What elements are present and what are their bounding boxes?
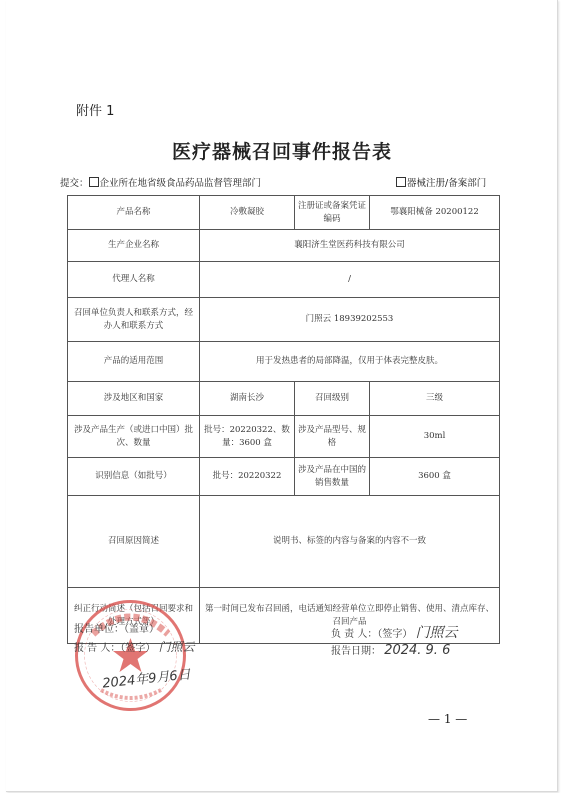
action-value: 第一时间已发布召回函，电话通知经营单位立即停止销售、使用、清点库存、召回产品 [200, 588, 500, 644]
table-row [68, 262, 500, 298]
reporter-line [74, 638, 195, 655]
agent-label: 代理人名称 [68, 262, 200, 298]
sales-value: 3600 盒 [370, 458, 500, 496]
company-seal [73, 598, 188, 713]
reporter-signature: 门照云 [158, 640, 195, 654]
table-row [68, 298, 500, 342]
manufacturer-value: 襄阳济生堂医药科技有限公司 [200, 230, 500, 262]
batch-label: 涉及产品生产（或进口中国）批次、数量 [68, 416, 200, 458]
reporter-label: 报 告 人：（签字） [74, 643, 156, 654]
reason-value: 说明书、标签的内容与备案的内容不一致 [200, 496, 500, 588]
checkbox-provincial[interactable] [89, 177, 99, 187]
model-label: 涉及产品型号、规格 [295, 416, 370, 458]
region-value: 湖南长沙 [200, 382, 295, 416]
product-name-label: 产品名称 [68, 196, 200, 230]
submit-option-registration: 器械注册/备案部门 [407, 178, 487, 189]
agent-value: / [200, 262, 500, 298]
table-row [68, 230, 500, 262]
manufacturer-label: 生产企业名称 [68, 230, 200, 262]
table-row [68, 416, 500, 458]
scope-label: 产品的适用范围 [68, 342, 200, 382]
region-label: 涉及地区和国家 [68, 382, 200, 416]
report-date-line [331, 642, 450, 658]
submit-prefix: 提交： [60, 178, 89, 189]
scope-value: 用于发热患者的局部降温，仅用于体表完整皮肤。 [200, 342, 500, 382]
recall-report-table [67, 195, 500, 644]
contact-label: 召回单位负责人和联系方式，经办人和联系方式 [68, 298, 200, 342]
submit-line-right [396, 175, 486, 189]
responsible-label: 负 责 人：（签字） [331, 629, 413, 640]
reg-label: 注册证或备案凭证编码 [295, 196, 370, 230]
level-value: 三级 [370, 382, 500, 416]
reg-value: 鄂襄阳械备 20200122 [370, 196, 500, 230]
contact-value: 门照云 18939202553 [200, 298, 500, 342]
responsible-line [331, 622, 458, 642]
checkbox-registration[interactable] [396, 177, 406, 187]
document-title: 医疗器械召回事件报告表 [171, 141, 392, 163]
batch-value: 批号：20220322、数量：3600 盒 [200, 416, 295, 458]
attachment-label: 附件 1 [76, 104, 115, 119]
report-unit-label: 报告单位：（盖章） [74, 624, 159, 635]
page-number: — 1 — [428, 712, 468, 726]
id-label: 识别信息（如批号） [68, 458, 200, 496]
report-date-value: 2024. 9. 6 [384, 643, 451, 658]
table-row [68, 458, 500, 496]
model-value: 30ml [370, 416, 500, 458]
stamp-date-handwritten: 2024年9月6日 [101, 667, 192, 692]
product-name-value: 冷敷凝胶 [200, 196, 295, 230]
table-row [68, 342, 500, 382]
report-date-label: 报告日期： [331, 646, 381, 657]
reason-label: 召回原因简述 [68, 496, 200, 588]
table-row [68, 496, 500, 588]
sales-label: 涉及产品在中国的销售数量 [295, 458, 370, 496]
submit-line [60, 175, 261, 189]
id-value: 批号：20220322 [200, 458, 295, 496]
submit-option-provincial: 企业所在地省级食品药品监督管理部门 [99, 178, 262, 189]
table-row [68, 196, 500, 230]
responsible-signature: 门照云 [415, 625, 458, 641]
level-label: 召回级别 [295, 382, 370, 416]
table-row [68, 382, 500, 416]
action-label: 纠正行动简述（包括召回要求和处理方式等） [68, 588, 200, 644]
